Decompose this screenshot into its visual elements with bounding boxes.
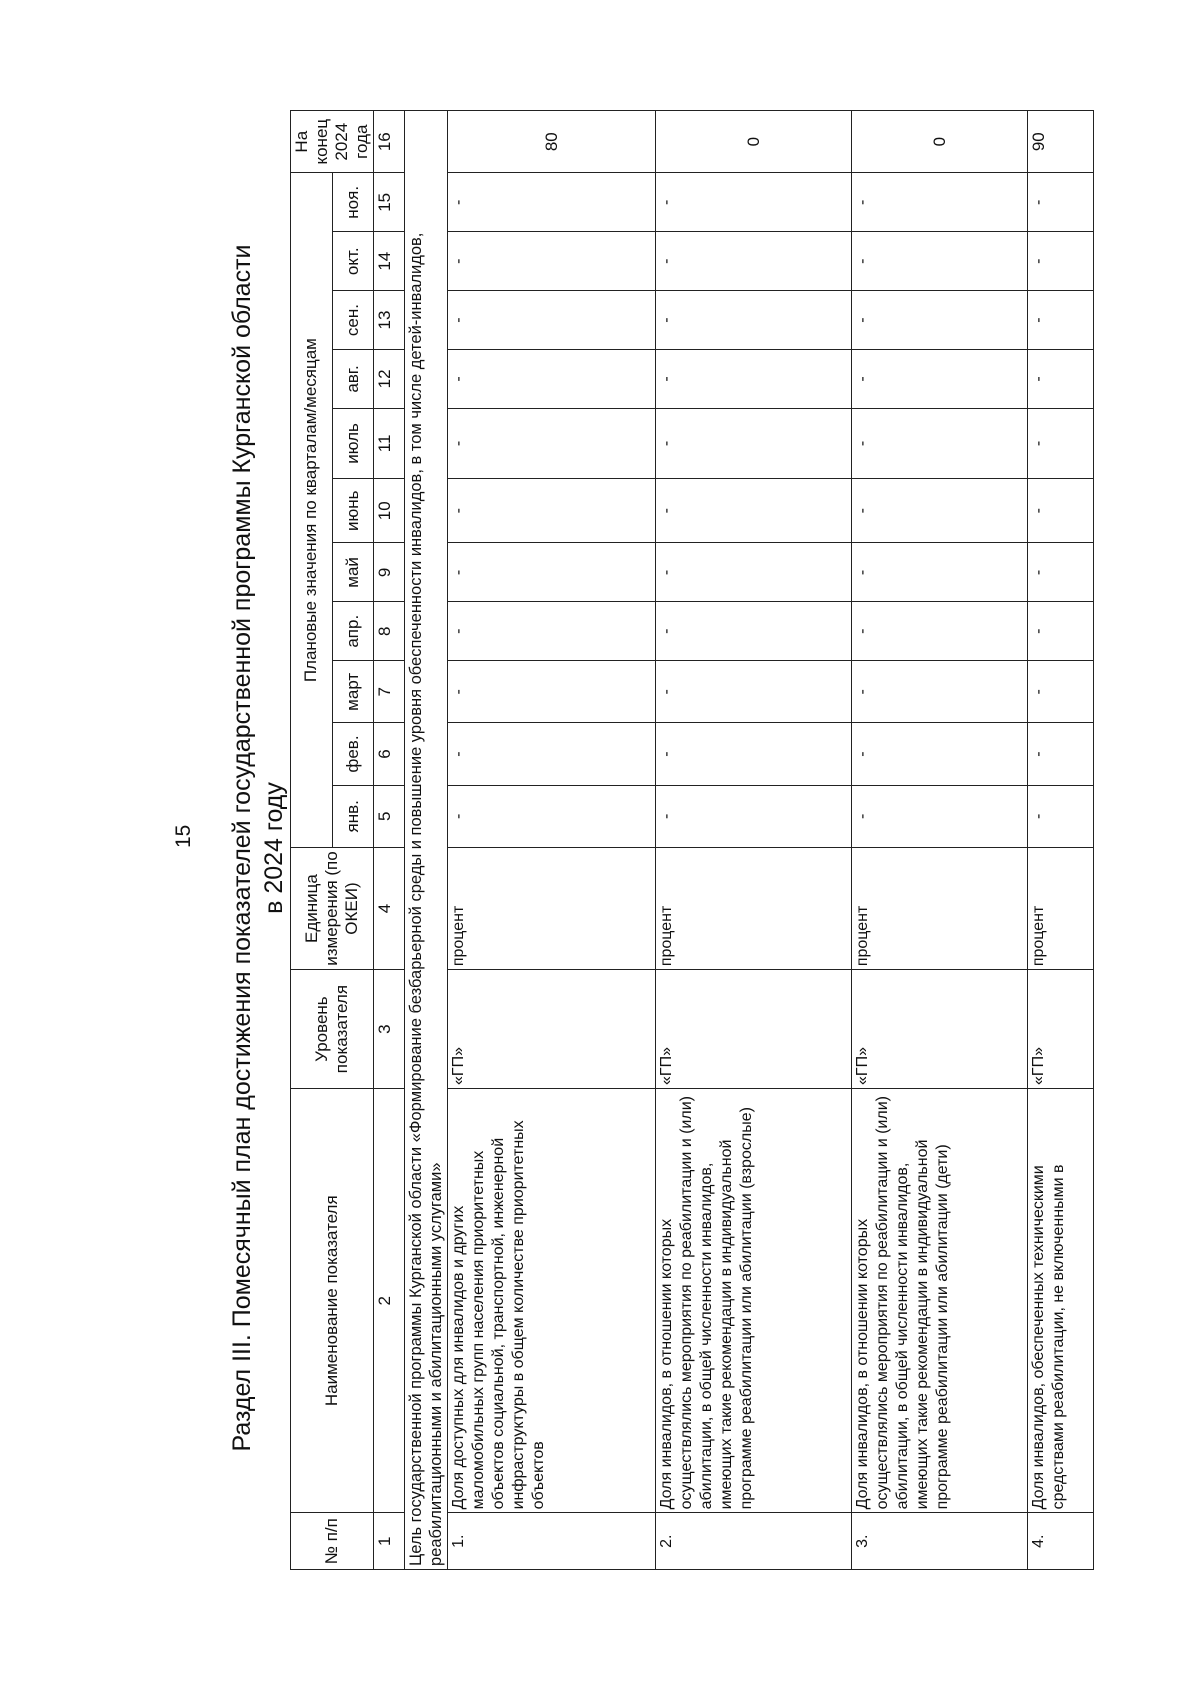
month-value: - — [852, 661, 1028, 723]
month-value: - — [852, 291, 1028, 350]
indicator-level: «ГП» — [448, 970, 656, 1089]
month-value: - — [656, 291, 852, 350]
month-value: - — [656, 173, 852, 232]
month-value: - — [448, 349, 656, 408]
header-month: май — [332, 543, 374, 602]
column-number: 9 — [374, 543, 405, 602]
month-value: - — [852, 785, 1028, 847]
month-value: - — [656, 232, 852, 291]
column-number: 10 — [374, 478, 405, 543]
header-month: сен. — [332, 291, 374, 350]
header-month: март — [332, 661, 374, 723]
indicator-name: Доля инвалидов, обеспеченных техническими средствами реабилитации, не включенными в — [1028, 1088, 1094, 1512]
indicator-level: «ГП» — [1028, 970, 1094, 1089]
column-number: 1 — [374, 1513, 405, 1570]
month-value: - — [448, 661, 656, 723]
end-of-year-value: 80 — [448, 111, 656, 173]
header-month: окт. — [332, 232, 374, 291]
column-number: 6 — [374, 723, 405, 785]
month-value: - — [448, 173, 656, 232]
month-value: - — [852, 408, 1028, 478]
indicators-table — [290, 110, 1094, 1570]
month-value: - — [852, 602, 1028, 661]
header-month: апр. — [332, 602, 374, 661]
end-of-year-value: 0 — [656, 111, 852, 173]
header-indicator-name: Наименование показателя — [291, 1088, 374, 1512]
month-value: - — [1028, 785, 1094, 847]
month-value: - — [852, 232, 1028, 291]
header-month: фев. — [332, 723, 374, 785]
header-planned-values: Плановые значения по кварталам/месяцам — [291, 173, 333, 848]
month-value: - — [852, 349, 1028, 408]
month-value: - — [656, 408, 852, 478]
month-value: - — [1028, 543, 1094, 602]
header-month: июль — [332, 408, 374, 478]
month-value: - — [1028, 291, 1094, 350]
month-value: - — [852, 543, 1028, 602]
month-value: - — [1028, 661, 1094, 723]
header-level: Уровень показателя — [291, 970, 374, 1089]
table-row — [1028, 111, 1094, 1570]
table-row — [656, 111, 852, 1570]
column-number: 8 — [374, 602, 405, 661]
header-end-of-year: На конец 2024 года — [291, 111, 374, 173]
document-page — [120, 78, 1080, 1588]
month-value: - — [1028, 349, 1094, 408]
column-number: 16 — [374, 111, 405, 173]
indicator-unit: процент — [656, 847, 852, 969]
month-value: - — [448, 408, 656, 478]
indicator-level: «ГП» — [852, 970, 1028, 1089]
column-number: 7 — [374, 661, 405, 723]
table-row — [852, 111, 1028, 1570]
column-number-row — [374, 111, 405, 1570]
indicator-unit: процент — [1028, 847, 1094, 969]
month-value: - — [1028, 723, 1094, 785]
month-value: - — [1028, 602, 1094, 661]
indicator-name: Доля доступных для инвалидов и других маломобильных групп населения приоритетных объектов социальной, транспортной, инженерной инфраструктуры в общем количестве приоритетных объектов — [448, 1088, 656, 1512]
month-value: - — [1028, 232, 1094, 291]
indicator-unit: процент — [852, 847, 1028, 969]
header-unit: Единица измерения (по ОКЕИ) — [291, 847, 374, 969]
column-number: 4 — [374, 847, 405, 969]
page-title: Раздел III. Помесячный план достижения показателей государственной программы Курганской области — [228, 244, 256, 1452]
month-value: - — [448, 543, 656, 602]
row-number: 2. — [656, 1513, 852, 1570]
header-month: янв. — [332, 785, 374, 847]
header-month: июнь — [332, 478, 374, 543]
column-number: 15 — [374, 173, 405, 232]
column-number: 13 — [374, 291, 405, 350]
month-value: - — [656, 602, 852, 661]
row-number: 1. — [448, 1513, 656, 1570]
end-of-year-value: 90 — [1028, 111, 1094, 173]
indicator-name: Доля инвалидов, в отношении которых осуществлялись мероприятия по реабилитации и (или) абилитации, в общей численности инвалидов, имеющих такие рекомендации в индивидуальной программе реабилитации или абилитации (взрослые) — [656, 1088, 852, 1512]
column-number: 3 — [374, 970, 405, 1089]
indicator-level: «ГП» — [656, 970, 852, 1089]
header-month: ноя. — [332, 173, 374, 232]
month-value: - — [852, 478, 1028, 543]
page-subtitle: в 2024 году — [260, 782, 288, 914]
month-value: - — [1028, 173, 1094, 232]
row-number: 3. — [852, 1513, 1028, 1570]
month-value: - — [656, 478, 852, 543]
month-value: - — [448, 785, 656, 847]
month-value: - — [448, 723, 656, 785]
table-row — [448, 111, 656, 1570]
program-goal: Цель государственной программы Курганской области «Формирование безбарьерной среды и повышение уровня обеспеченности инвалидов, в том числе детей-инвалидов, реабилитационными и абилитационными услугами» — [405, 111, 448, 1570]
month-value: - — [1028, 408, 1094, 478]
column-number: 11 — [374, 408, 405, 478]
month-value: - — [656, 723, 852, 785]
month-value: - — [448, 602, 656, 661]
indicator-unit: процент — [448, 847, 656, 969]
month-value: - — [1028, 478, 1094, 543]
month-value: - — [852, 173, 1028, 232]
month-value: - — [656, 661, 852, 723]
page-number: 15 — [172, 824, 195, 848]
month-value: - — [656, 785, 852, 847]
month-value: - — [852, 723, 1028, 785]
end-of-year-value: 0 — [852, 111, 1028, 173]
column-number: 2 — [374, 1088, 405, 1512]
header-number: № п/п — [291, 1513, 374, 1570]
month-value: - — [656, 349, 852, 408]
column-number: 5 — [374, 785, 405, 847]
header-month: авг. — [332, 349, 374, 408]
row-number: 4. — [1028, 1513, 1094, 1570]
month-value: - — [448, 232, 656, 291]
column-number: 14 — [374, 232, 405, 291]
column-number: 12 — [374, 349, 405, 408]
month-value: - — [448, 291, 656, 350]
month-value: - — [656, 543, 852, 602]
indicator-name: Доля инвалидов, в отношении которых осуществлялись мероприятия по реабилитации и (или) абилитации, в общей численности инвалидов, имеющих такие рекомендации в индивидуальной программе реабилитации или абилитации (дети) — [852, 1088, 1028, 1512]
month-value: - — [448, 478, 656, 543]
